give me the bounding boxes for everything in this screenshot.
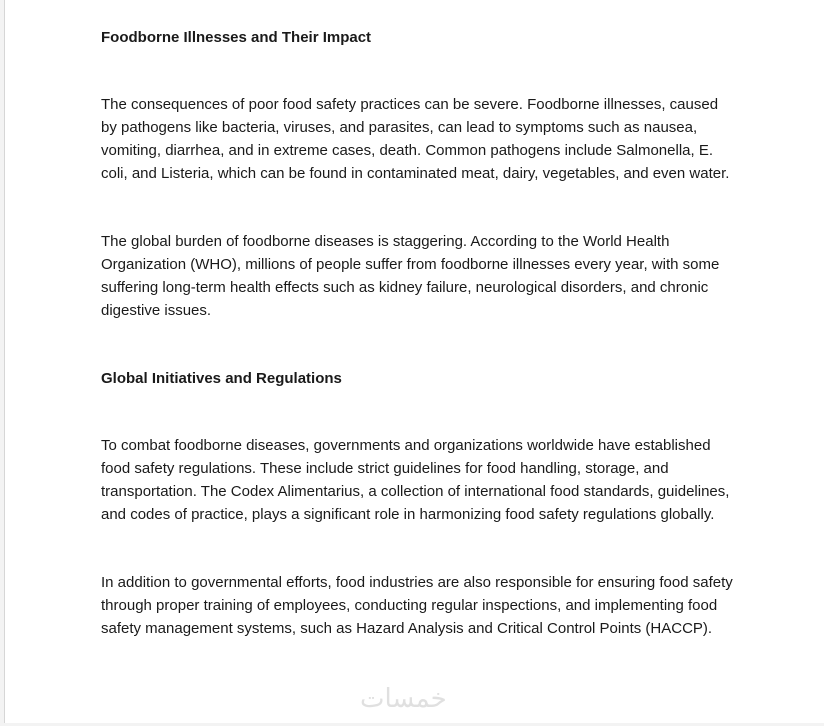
section-heading-global-initiatives: Global Initiatives and Regulations [101,370,342,387]
document-page [4,0,824,723]
paragraph-global-burden: The global burden of foodborne diseases is staggering. According to the World Health Organization (WHO), millions of people suffer from foodborne illnesses every year, with some suffering long-term health effects such as kidney failure, neurological disorders, and chronic digestive issues. [101,233,720,319]
watermark-logo: خمسات [360,684,447,714]
paragraph-consequences: The consequences of poor food safety practices can be severe. Foodborne illnesses, caused by pathogens like bacteria, viruses, and parasites, can lead to symptoms such as nausea, vomiting, diarrhea, and in extreme cases, death. Common pathogens include Salmonella, E. coli, and Listeria, which can be found in contaminated meat, dairy, vegetables, and even water. [101,96,730,182]
document-body [101,26,737,640]
paragraph-regulations: To combat foodborne diseases, governments and organizations worldwide have established food safety regulations. These include strict guidelines for food handling, storage, and transportation. The Codex Alimentarius, a collection of international food standards, guidelines, and codes of practice, plays a significant role in harmonizing food safety regulations globally. [101,437,730,523]
paragraph-industry-efforts: In addition to governmental efforts, food industries are also responsible for ensuring food safety through proper training of employees, conducting regular inspections, and implementing food safety management systems, such as Hazard Analysis and Critical Control Points (HACCP). [101,574,733,637]
section-heading-foodborne-illnesses: Foodborne Illnesses and Their Impact [101,29,372,46]
